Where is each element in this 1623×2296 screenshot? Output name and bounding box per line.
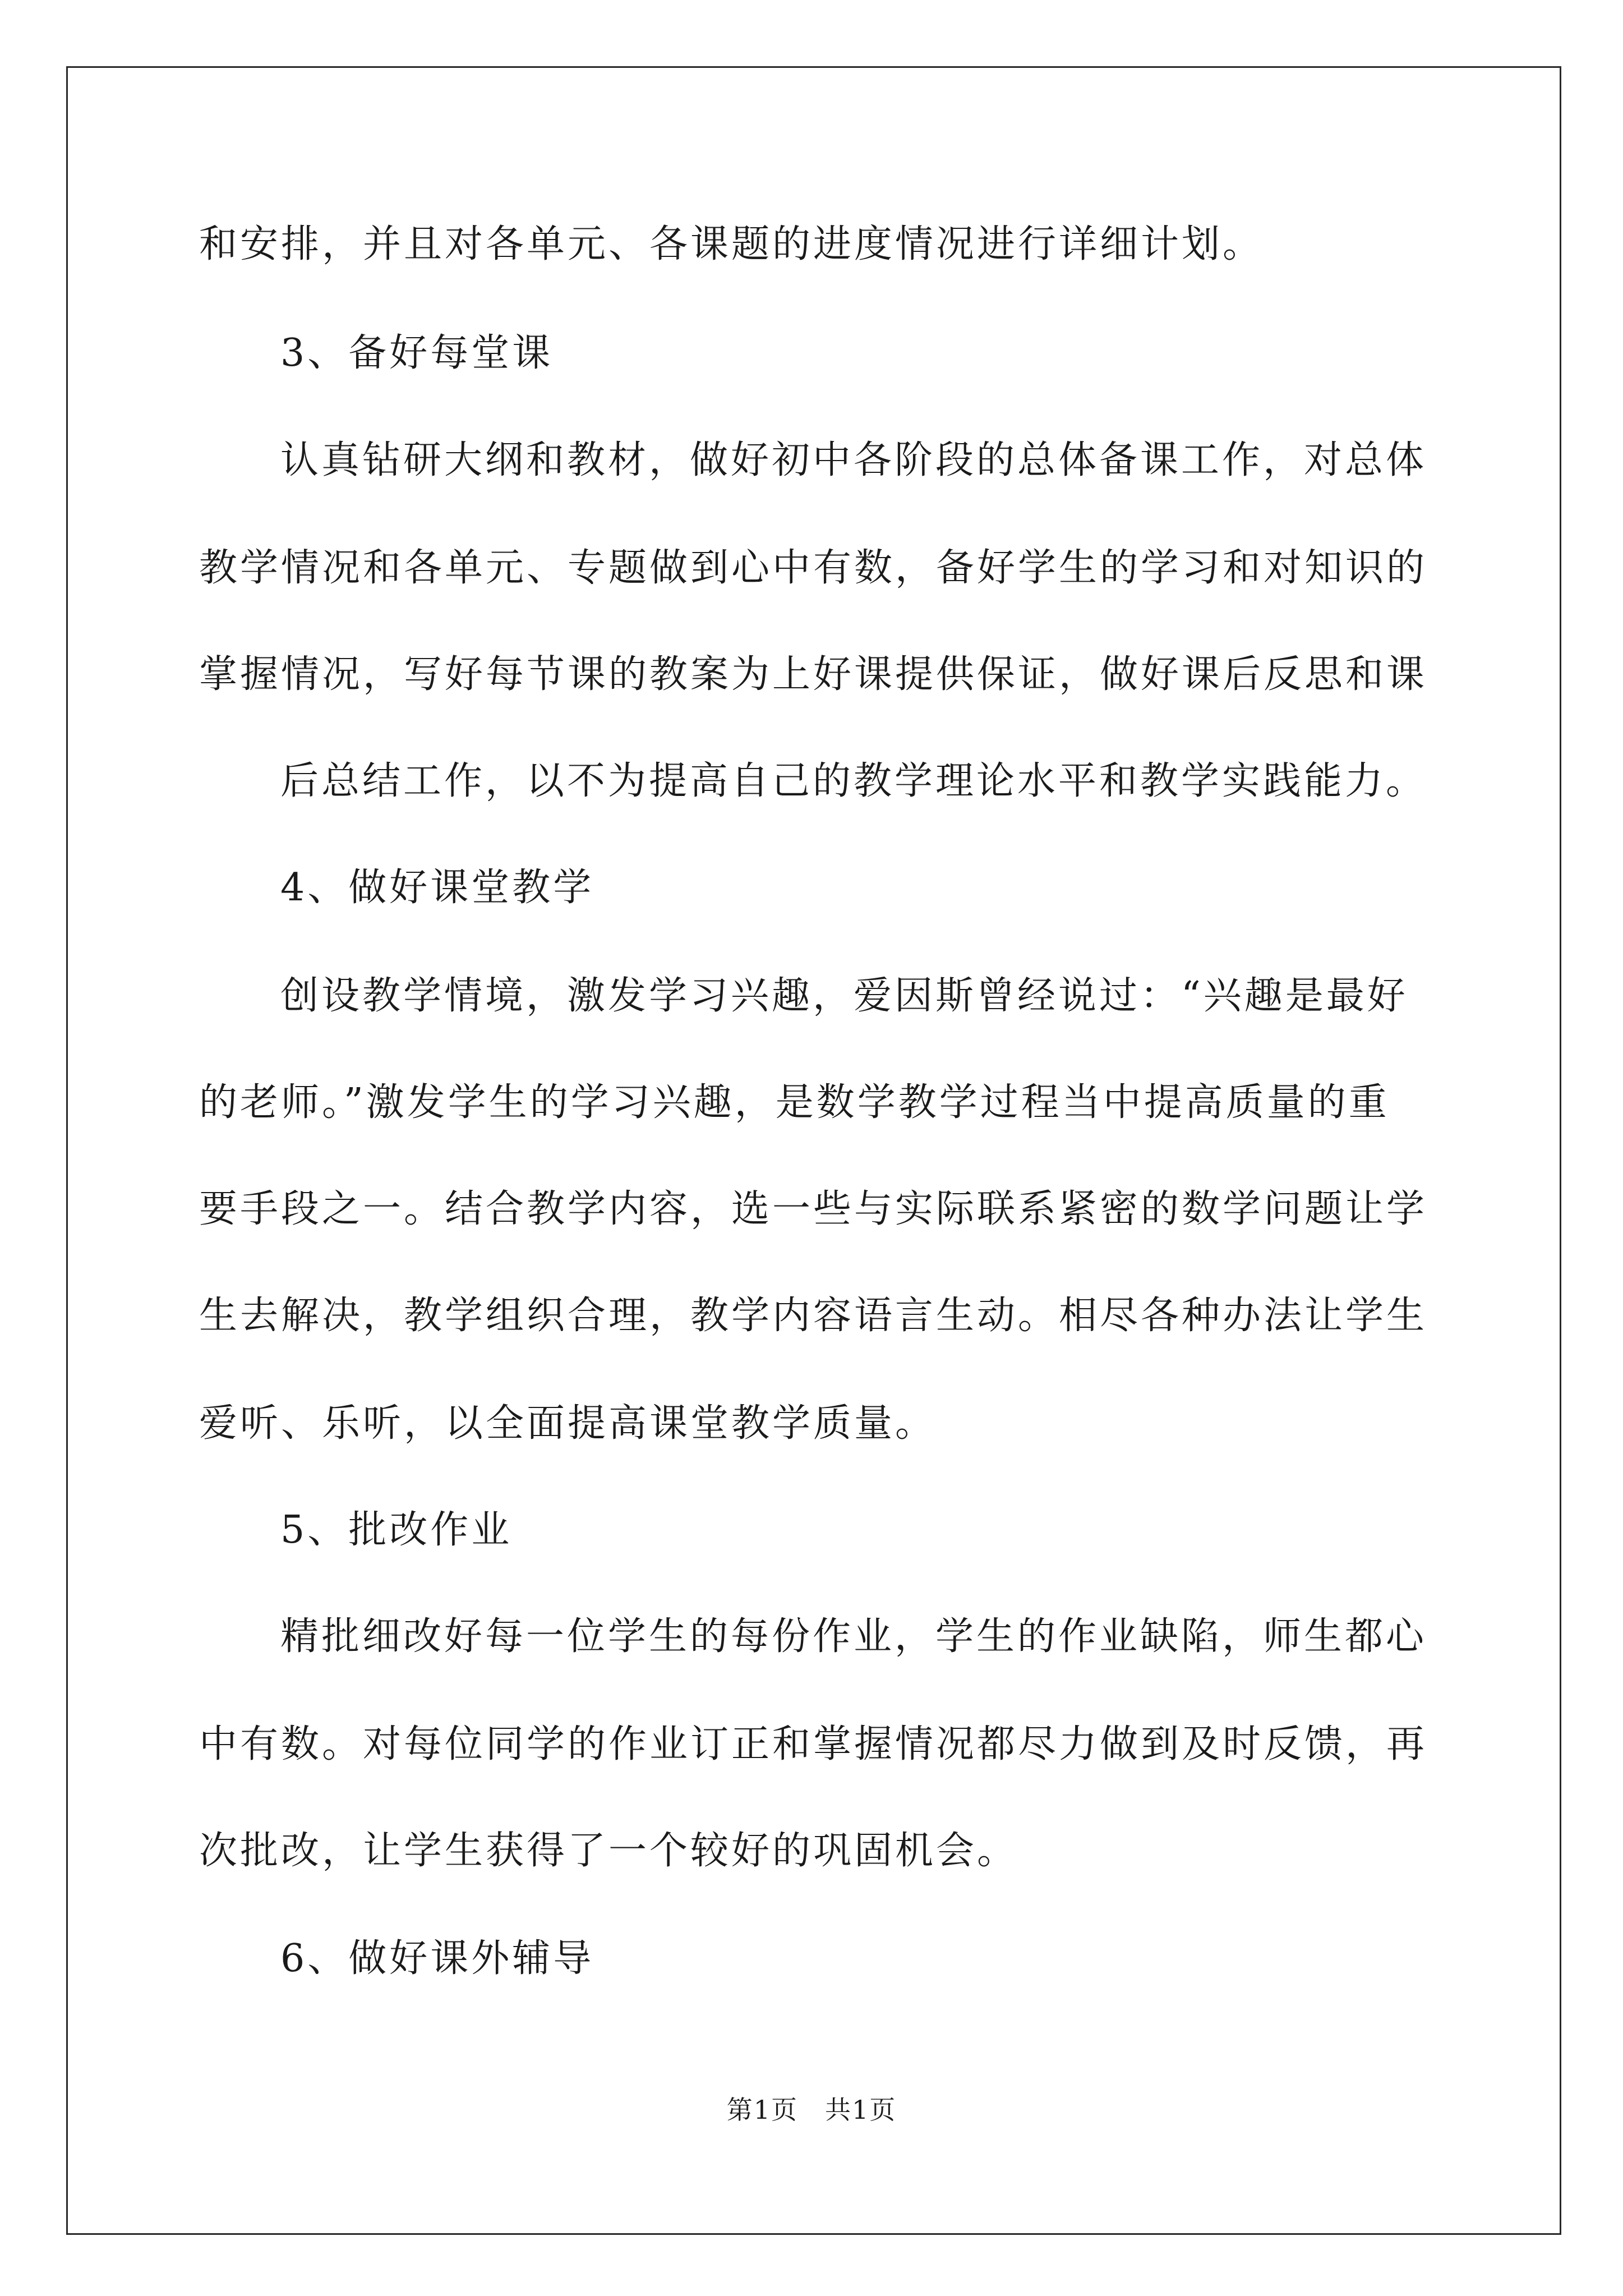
section-heading: 4、做好课堂教学 [280, 866, 594, 910]
section-heading: 3、备好每堂课 [280, 331, 554, 375]
paragraph-line: 教学情况和各单元、专题做到心中有数，备好学生的学习和对知识的 [199, 546, 1428, 590]
paragraph-line: 精批细改好每一位学生的每份作业，学生的作业缺陷，师生都心 [280, 1614, 1427, 1659]
paragraph-line: 次批改，让学生获得了一个较好的巩固机会。 [199, 1829, 1018, 1873]
paragraph-line: 的老师。”激发学生的学习兴趣，是数学教学过程当中提高质量的重 [199, 1080, 1390, 1125]
paragraph-line: 认真钻研大纲和教材，做好初中各阶段的总体备课工作，对总体 [280, 438, 1427, 482]
paragraph-line: 生去解决，教学组织合理，教学内容语言生动。相尽各种办法让学生 [199, 1294, 1428, 1338]
paragraph-line: 要手段之一。结合教学内容，选一些与实际联系紧密的数学问题让学 [199, 1187, 1428, 1231]
page-border [66, 66, 1561, 2235]
section-heading: 5、批改作业 [280, 1508, 513, 1552]
paragraph-line: 和安排，并且对各单元、各课题的进度情况进行详细计划。 [199, 222, 1264, 266]
page-footer: 第1页 共1页 [726, 2095, 897, 2125]
paragraph-line: 后总结工作，以不为提高自己的教学理论水平和教学实践能力。 [280, 759, 1427, 803]
paragraph-line: 爱听、乐听，以全面提高课堂教学质量。 [199, 1401, 937, 1446]
paragraph-line: 中有数。对每位同学的作业订正和掌握情况都尽力做到及时反馈，再 [199, 1722, 1428, 1766]
section-heading: 6、做好课外辅导 [280, 1936, 594, 1981]
paragraph-line: 掌握情况，写好每节课的教案为上好课提供保证，做好课后反思和课 [199, 652, 1428, 697]
paragraph-line: 创设教学情境，激发学习兴趣，爱因斯曾经说过：“兴趣是最好 [280, 974, 1408, 1018]
